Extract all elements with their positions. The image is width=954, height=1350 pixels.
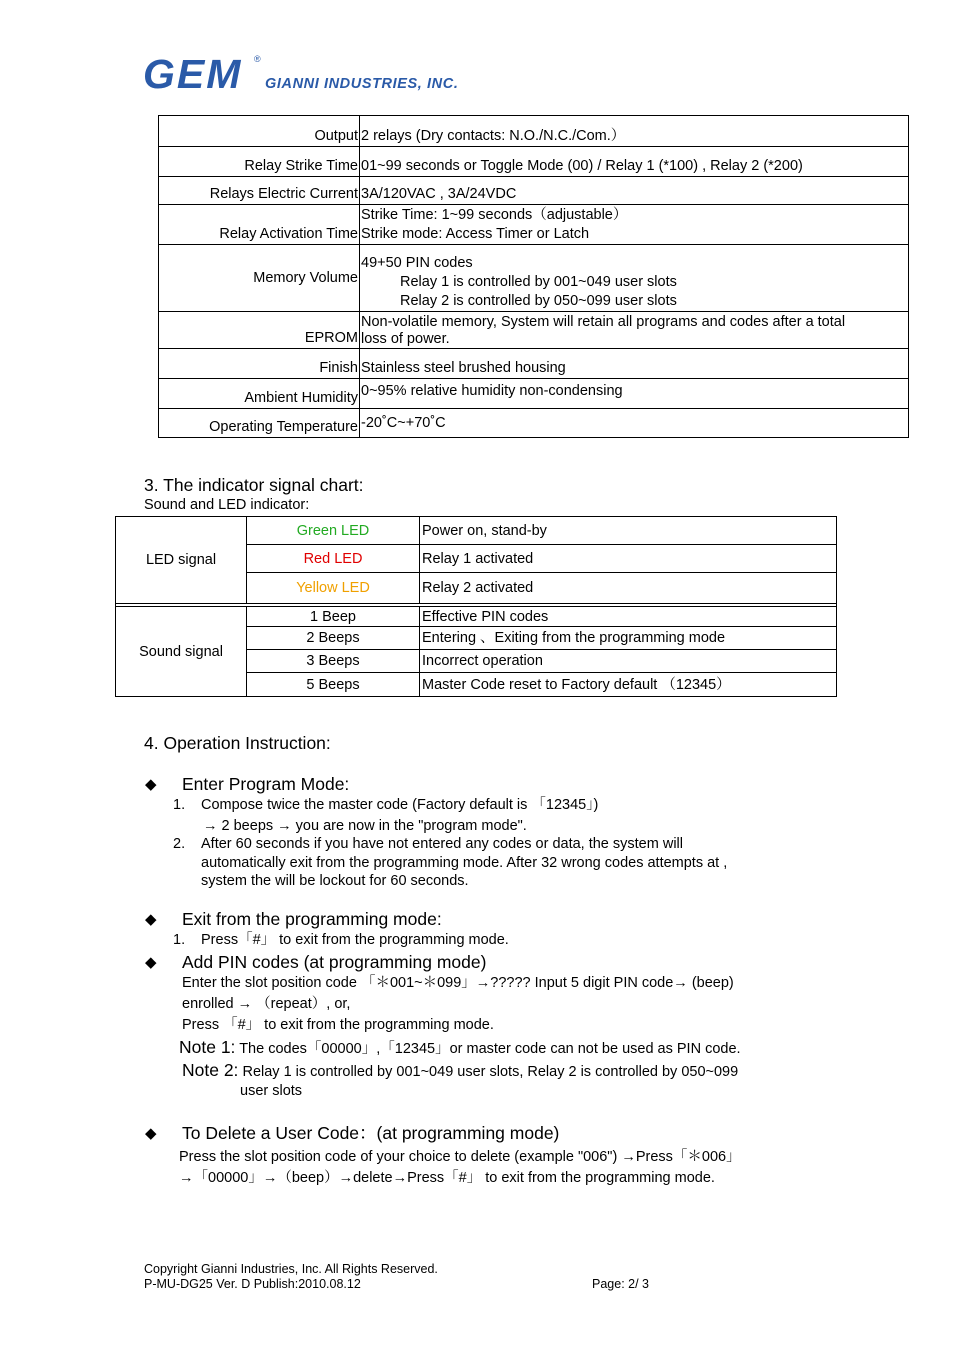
section-3-subtitle: Sound and LED indicator: <box>144 497 310 513</box>
spec-value: 01~99 seconds or Toggle Mode (00) / Relay 1 (*100) , Relay 2 (*200) <box>361 158 803 174</box>
add-pin-step-3: Press 「#」 to exit from the programming mode. <box>182 1017 494 1033</box>
enter-step-2-line3: system the will be lockout for 60 seconds. <box>201 873 469 889</box>
spec-label: Relays Electric Current <box>159 177 360 205</box>
list-number: 1. <box>173 932 186 948</box>
sound-meaning: Entering 、Exiting from the programming mode <box>420 627 837 650</box>
indicator-table <box>115 516 837 697</box>
delete-step-1: Press the slot position code of your choice to delete (example "006") →Press「＊006」 <box>179 1149 741 1165</box>
sound-signal: 2 Beeps <box>247 627 420 650</box>
sound-signal: 1 Beep <box>247 607 420 627</box>
sound-group-label: Sound signal <box>116 607 247 697</box>
led-row-green <box>116 517 837 545</box>
footer-page-number: Page: 2/ 3 <box>592 1277 649 1291</box>
diamond-bullet-icon: ◆ <box>145 776 157 793</box>
spec-row-finish <box>159 349 909 379</box>
spec-label: Output <box>159 116 360 147</box>
diamond-bullet-icon: ◆ <box>145 954 157 971</box>
spec-value: loss of power. <box>361 331 450 347</box>
note-2-continued: user slots <box>240 1083 303 1099</box>
note-1 <box>179 1038 741 1059</box>
spec-value: Strike Time: 1~99 seconds（adjustable） <box>361 207 628 223</box>
spec-row-strike-time <box>159 147 909 177</box>
led-meaning: Relay 2 activated <box>420 573 837 604</box>
footer-copyright: Copyright Gianni Industries, Inc. All Rights Reserved. <box>144 1262 438 1276</box>
spec-row-current <box>159 177 909 205</box>
spec-value: 3A/120VAC , 3A/24VDC <box>361 186 517 202</box>
exit-step-1: Press「#」 to exit from the programming mode. <box>201 932 509 948</box>
note-2 <box>182 1061 738 1082</box>
delete-code-heading: To Delete a User Code：(at programming mode) <box>182 1123 560 1143</box>
add-pin-step-1: Enter the slot position code 「＊001~＊099」→????? Input 5 digit PIN code→ (beep) <box>182 975 734 991</box>
spec-label: Relay Strike Time <box>159 147 360 177</box>
logo-company-name: GIANNI INDUSTRIES, INC. <box>265 76 459 92</box>
spec-label: Memory Volume <box>159 245 360 312</box>
spec-value: Stainless steel brushed housing <box>361 360 566 376</box>
enter-step-2-line2: automatically exit from the programming mode. After 32 wrong codes attempts at , <box>201 855 728 871</box>
sound-meaning: Incorrect operation <box>420 650 837 673</box>
spec-value: -20˚C~+70˚C <box>361 415 446 431</box>
spec-row-activation-time <box>159 205 909 245</box>
add-pin-heading: Add PIN codes (at programming mode) <box>182 952 487 972</box>
spec-value: Relay 1 is controlled by 001~049 user slots <box>400 274 677 290</box>
led-signal: Green LED <box>247 517 420 545</box>
enter-mode-heading: Enter Program Mode: <box>182 774 350 794</box>
sound-row-1 <box>116 607 837 627</box>
list-number: 2. <box>173 836 186 852</box>
led-signal: Yellow LED <box>247 573 420 604</box>
exit-mode-heading: Exit from the programming mode: <box>182 909 442 929</box>
enter-step-1: Compose twice the master code (Factory default is 「12345」) <box>201 797 599 813</box>
spec-row-humidity <box>159 379 909 409</box>
company-logo <box>143 52 503 96</box>
spec-label: Operating Temperature <box>159 409 360 438</box>
diamond-bullet-icon: ◆ <box>145 1125 157 1142</box>
sound-signal: 3 Beeps <box>247 650 420 673</box>
spec-row-eprom <box>159 312 909 349</box>
logo-brand: GEM <box>143 51 243 97</box>
enter-step-1-result: → 2 beeps → you are now in the "program mode". <box>203 818 527 834</box>
spec-table <box>158 115 909 438</box>
section-4-title: 4. Operation Instruction: <box>144 733 331 753</box>
led-meaning: Relay 1 activated <box>420 545 837 573</box>
spec-row-temperature <box>159 409 909 438</box>
diamond-bullet-icon: ◆ <box>145 911 157 928</box>
add-pin-step-2: enrolled → （repeat）, or, <box>182 996 351 1012</box>
spec-value: Non-volatile memory, System will retain all programs and codes after a total <box>361 314 846 330</box>
spec-label: Relay Activation Time <box>159 205 360 245</box>
spec-value: Relay 2 is controlled by 050~099 user slots <box>400 293 677 309</box>
led-signal: Red LED <box>247 545 420 573</box>
spec-value: 2 relays (Dry contacts: N.O./N.C./Com.） <box>361 128 626 144</box>
led-meaning: Power on, stand-by <box>420 517 837 545</box>
spec-row-output <box>159 116 909 147</box>
spec-value: 0~95% relative humidity non-condensing <box>361 383 623 399</box>
spec-row-memory <box>159 245 909 312</box>
spec-label: Finish <box>159 349 360 379</box>
footer-doc-info: P-MU-DG25 Ver. D Publish:2010.08.12 <box>144 1277 361 1291</box>
list-number: 1. <box>173 797 186 813</box>
section-3-title: 3. The indicator signal chart: <box>144 475 364 495</box>
note-1-text: The codes「00000」,「12345」or master code can not be used as PIN code. <box>235 1041 741 1057</box>
spec-value: 49+50 PIN codes <box>361 255 473 271</box>
spec-value: Strike mode: Access Timer or Latch <box>361 226 590 242</box>
note-1-label: Note 1: <box>179 1037 236 1057</box>
sound-meaning: Master Code reset to Factory default （12345） <box>420 673 837 697</box>
logo-registered-mark: ® <box>254 54 261 64</box>
sound-signal: 5 Beeps <box>247 673 420 697</box>
spec-label: Ambient Humidity <box>159 379 360 409</box>
delete-step-2: →「00000」→（beep）→delete→Press「#」 to exit from the programming mode. <box>179 1170 715 1186</box>
note-2-label: Note 2: <box>182 1060 239 1080</box>
led-group-label: LED signal <box>116 517 247 604</box>
spec-label: EPROM <box>159 312 360 349</box>
enter-step-2-line1: After 60 seconds if you have not entered any codes or data, the system will <box>201 836 683 852</box>
sound-meaning: Effective PIN codes <box>420 607 837 627</box>
note-2-text: Relay 1 is controlled by 001~049 user slots, Relay 2 is controlled by 050~099 <box>238 1064 739 1080</box>
